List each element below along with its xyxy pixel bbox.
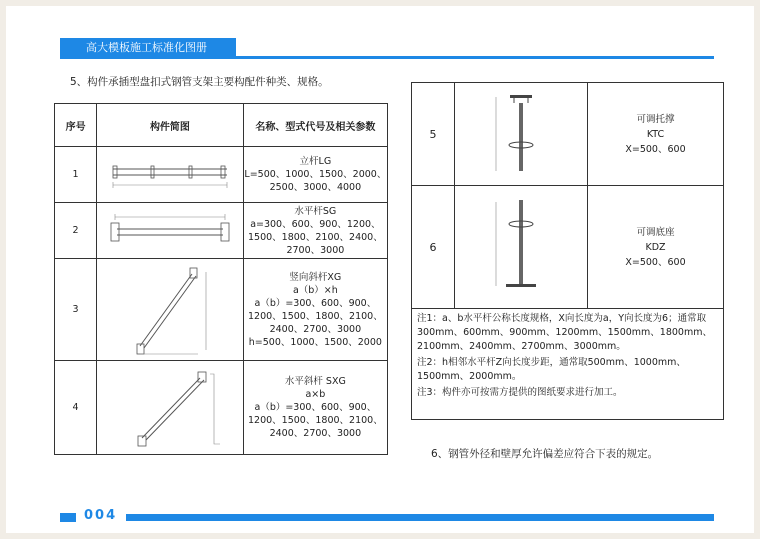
vertical-diagonal-drawing — [110, 262, 230, 358]
param-cell — [588, 186, 724, 309]
footer-rule — [126, 514, 714, 521]
adjustable-base-figure — [455, 186, 588, 309]
note-3: 注3：构件亦可按需方提供的图纸要求进行加工。 — [417, 387, 623, 398]
param-cell — [243, 147, 387, 203]
table-header-row — [55, 104, 388, 147]
param-name: 竖向斜杆XG — [289, 271, 342, 283]
param-line: 1500、1800、2100、2400、 — [248, 231, 383, 243]
param-name: 可调底座 — [636, 226, 675, 238]
vertical-diagonal-figure — [97, 259, 244, 361]
param-line: a（b）×h — [292, 284, 338, 296]
param-spec: X=500、600 — [625, 256, 686, 268]
horizontal-bar-drawing — [105, 211, 235, 251]
table-row — [55, 259, 388, 361]
vertical-pole-drawing — [105, 155, 235, 195]
row-no: 3 — [55, 259, 97, 361]
adjustable-support-drawing — [476, 85, 566, 181]
row-no: 1 — [55, 147, 97, 203]
adjustable-base-drawing — [476, 190, 566, 302]
param-line: a=300、600、900、1200、 — [250, 218, 381, 230]
row-no: 2 — [55, 203, 97, 259]
header-no: 序号 — [55, 104, 97, 147]
param-cell — [588, 83, 724, 186]
row-no: 6 — [412, 186, 455, 309]
row-no: 4 — [55, 361, 97, 455]
param-line: h=500、1000、1500、2000 — [248, 336, 382, 348]
section-6-text: 6、钢管外径和壁厚允许偏差应符合下表的规定。 — [431, 448, 659, 460]
param-line: 2400、2700、3000 — [269, 323, 362, 335]
param-line: L=500、1000、1500、2000、 — [244, 169, 387, 180]
horizontal-diagonal-figure — [97, 361, 244, 455]
table-row — [412, 83, 724, 186]
param-code: KTC — [646, 128, 665, 140]
intro-text: 5、构件承插型盘扣式钢管支架主要构配件种类、规格。 — [70, 76, 329, 88]
table-row — [55, 203, 388, 259]
param-code: KDZ — [645, 241, 666, 253]
notes-box — [411, 308, 724, 420]
footer-block — [60, 513, 76, 522]
table-row — [55, 147, 388, 203]
components-table-continued — [411, 82, 724, 309]
param-line: a×b — [305, 389, 326, 400]
param-name: 可调托撑 — [636, 113, 675, 125]
header-rule — [60, 56, 714, 59]
horizontal-bar-figure — [97, 203, 244, 259]
param-line: 1200、1500、1800、2100、 — [248, 310, 383, 322]
param-line: a（b）=300、600、900、 — [254, 402, 377, 413]
header-title: 高大模板施工标准化图册 — [60, 38, 236, 58]
param-cell — [243, 259, 387, 361]
table-row — [55, 361, 388, 455]
param-cell — [243, 361, 387, 455]
table-row — [412, 186, 724, 309]
param-name: 水平杆SG — [294, 205, 337, 217]
param-line: 1200、1500、1800、2100、 — [248, 415, 383, 426]
row-no: 5 — [412, 83, 455, 186]
param-line: a（b）=300、600、900、 — [254, 297, 377, 309]
components-table — [54, 103, 388, 455]
param-name: 水平斜杆 SXG — [284, 376, 346, 387]
horizontal-diagonal-drawing — [110, 364, 230, 452]
param-line: 2700、3000 — [286, 244, 345, 256]
adjustable-support-figure — [455, 83, 588, 186]
param-spec: X=500、600 — [625, 143, 686, 155]
param-line: 2400、2700、3000 — [269, 428, 362, 439]
note-2: 注2：h相邻水平杆Z向长度步距，通常取500mm、1000mm、1500mm、2000mm。 — [417, 357, 686, 382]
note-1: 注1：a、b水平杆公称长度规格，X向长度为a，Y向长度为6；通常取300mm、600mm、900mm、1200mm、1500mm、1800mm、2100mm、2400mm、2700mm、3000mm。 — [417, 313, 712, 352]
param-cell — [243, 203, 387, 259]
param-line: 2500、3000、4000 — [269, 182, 362, 193]
page-number: 004 — [84, 508, 118, 523]
vertical-pole-figure — [97, 147, 244, 203]
param-name: 立杆LG — [299, 156, 332, 167]
header-figure: 构件简图 — [97, 104, 244, 147]
header-params: 名称、型式代号及相关参数 — [243, 104, 387, 147]
